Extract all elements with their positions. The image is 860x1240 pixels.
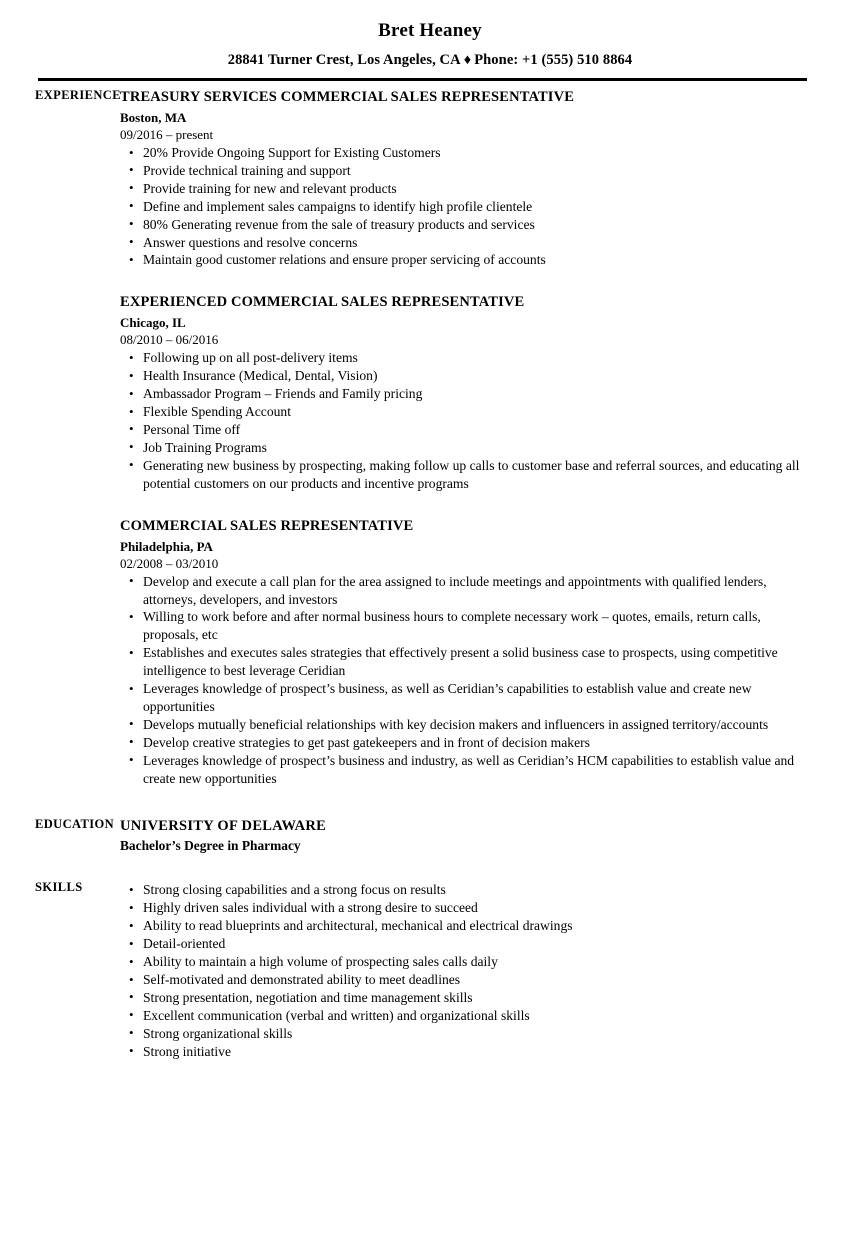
- skills-section: [0, 880, 860, 1060]
- job-location: Philadelphia, PA: [120, 538, 213, 554]
- list-item: • Ambassador Program – Friends and Family pricing: [120, 385, 808, 403]
- education-school: UNIVERSITY OF DELAWARE: [120, 818, 327, 835]
- contact-line: [0, 51, 860, 69]
- job-entry: [120, 517, 808, 788]
- education-body: [120, 817, 860, 854]
- list-item: • Ability to read blueprints and architectural, mechanical and electrical drawings: [120, 917, 808, 935]
- list-item: • Maintain good customer relations and ensure proper servicing of accounts: [120, 251, 808, 269]
- list-item: • Following up on all post-delivery items: [120, 349, 808, 367]
- list-item: • Leverages knowledge of prospect’s business, as well as Ceridian’s capabilities to establish value and create new opportunities: [120, 680, 808, 716]
- list-item: • Personal Time off: [120, 421, 808, 439]
- list-item: • Strong closing capabilities and a strong focus on results: [120, 881, 808, 899]
- job-entry: [120, 88, 808, 269]
- job-responsibility-list: [120, 573, 808, 788]
- section-label-experience: EXPERIENCE: [35, 88, 121, 102]
- list-item: • Self-motivated and demonstrated ability to meet deadlines: [120, 971, 808, 989]
- job-location: Boston, MA: [120, 110, 187, 125]
- job-title: COMMERCIAL SALES REPRESENTATIVE: [120, 517, 414, 534]
- skills-body: [120, 880, 860, 1060]
- resume-header: [0, 0, 860, 69]
- list-item: • Answer questions and resolve concerns: [120, 234, 808, 252]
- list-item: • Health Insurance (Medical, Dental, Vision): [120, 367, 808, 385]
- list-item: • Strong initiative: [120, 1043, 808, 1061]
- candidate-name: Bret Heaney: [378, 20, 482, 41]
- list-item: • Strong organizational skills: [120, 1025, 808, 1043]
- list-item: • Detail-oriented: [120, 935, 808, 953]
- experience-body: [120, 88, 860, 787]
- job-responsibility-list: [120, 349, 808, 492]
- list-item: • 20% Provide Ongoing Support for Existing Customers: [120, 144, 808, 162]
- job-responsibility-list: [120, 144, 808, 269]
- experience-section: [0, 88, 860, 787]
- job-dates: 02/2008 – 03/2010: [120, 555, 219, 571]
- job-title: TREASURY SERVICES COMMERCIAL SALES REPRESENTATIVE: [120, 89, 575, 105]
- skills-list: [120, 881, 808, 1060]
- list-item: • Develop and execute a call plan for the area assigned to include meetings and appointments with qualified lenders, attorneys, developers, and investors: [120, 573, 808, 609]
- education-degree: Bachelor’s Degree in Pharmacy: [120, 838, 301, 854]
- section-label-skills: SKILLS: [35, 880, 83, 895]
- list-item: • Establishes and executes sales strategies that effectively present a solid business case to prospects, using competitive intelligence to best leverage Ceridian: [120, 644, 808, 680]
- list-item: • Excellent communication (verbal and written) and organizational skills: [120, 1007, 808, 1025]
- contact-phone: Phone: +1 (555) 510 8864: [474, 52, 633, 68]
- job-title: EXPERIENCED COMMERCIAL SALES REPRESENTATIVE: [120, 294, 525, 311]
- list-item: • Develop creative strategies to get past gatekeepers and in front of decision makers: [120, 734, 808, 752]
- list-item: • Generating new business by prospecting, making follow up calls to customer base and referral sources, and educating all potential customers on our products and incentive programs: [120, 457, 808, 493]
- list-item: • Ability to maintain a high volume of prospecting sales calls daily: [120, 953, 808, 971]
- diamond-separator-icon: ♦: [463, 52, 472, 68]
- list-item: • Provide training for new and relevant products: [120, 180, 808, 198]
- list-item: • Willing to work before and after normal business hours to complete necessary work – quotes, emails, return calls, proposals, etc: [120, 608, 808, 644]
- job-location: Chicago, IL: [120, 315, 186, 331]
- list-item: • Define and implement sales campaigns to identify high profile clientele: [120, 198, 808, 216]
- list-item: • Develops mutually beneficial relationships with key decision makers and influencers in assigned territory/accounts: [120, 716, 808, 734]
- header-divider: [38, 78, 807, 81]
- list-item: • Highly driven sales individual with a strong desire to succeed: [120, 899, 808, 917]
- job-entry: [120, 293, 808, 492]
- list-item: • Provide technical training and support: [120, 162, 808, 180]
- education-section: [0, 817, 860, 854]
- section-label-education: EDUCATION: [35, 817, 115, 832]
- job-dates: 08/2010 – 06/2016: [120, 332, 219, 348]
- list-item: • 80% Generating revenue from the sale of treasury products and services: [120, 216, 808, 234]
- list-item: • Flexible Spending Account: [120, 403, 808, 421]
- contact-address: 28841 Turner Crest, Los Angeles, CA: [227, 52, 461, 68]
- list-item: • Strong presentation, negotiation and time management skills: [120, 989, 808, 1007]
- list-item: • Job Training Programs: [120, 439, 808, 457]
- job-dates: 09/2016 – present: [120, 127, 214, 142]
- list-item: • Leverages knowledge of prospect’s business and industry, as well as Ceridian’s HCM capabilities to establish value and create new opportunities: [120, 752, 808, 788]
